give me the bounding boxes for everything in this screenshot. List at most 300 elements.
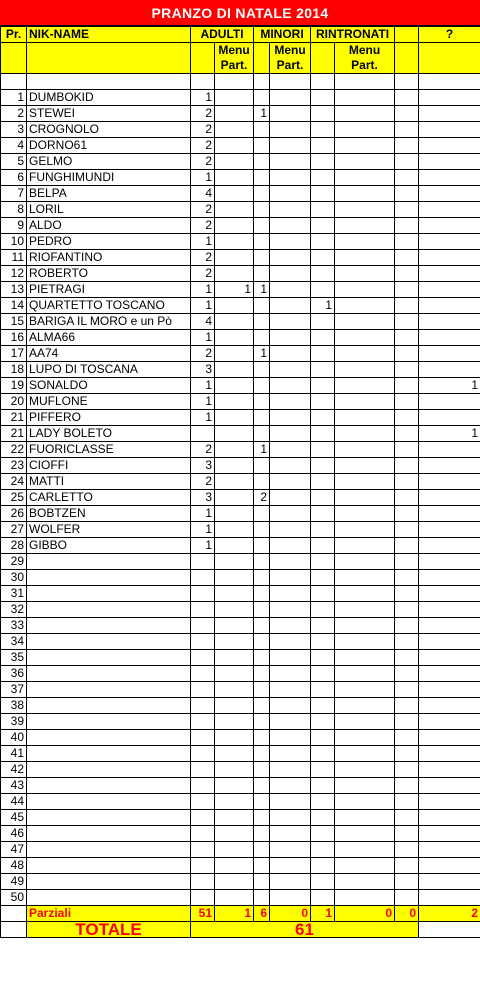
rintronati-cell[interactable] <box>311 250 335 266</box>
minori-menu-cell[interactable] <box>270 378 311 394</box>
adulti-menu-cell[interactable] <box>215 442 254 458</box>
extra-cell[interactable] <box>395 474 419 490</box>
extra-cell[interactable] <box>395 458 419 474</box>
adulti-menu-cell[interactable] <box>215 890 254 906</box>
nick-name-cell[interactable] <box>27 714 191 730</box>
extra-cell[interactable] <box>395 218 419 234</box>
minori-cell[interactable] <box>254 746 270 762</box>
minori-menu-cell[interactable] <box>270 154 311 170</box>
adulti-menu-cell[interactable] <box>215 554 254 570</box>
row-number[interactable]: 10 <box>1 234 27 250</box>
rintronati-cell[interactable] <box>311 90 335 106</box>
rintronati-menu-cell[interactable] <box>335 458 395 474</box>
rintronati-menu-cell[interactable] <box>335 538 395 554</box>
row-number[interactable]: 49 <box>1 874 27 890</box>
minori-cell[interactable] <box>254 842 270 858</box>
nick-name-cell[interactable]: BELPA <box>27 186 191 202</box>
row-number[interactable]: 35 <box>1 650 27 666</box>
adulti-cell[interactable] <box>191 698 215 714</box>
minori-menu-cell[interactable] <box>270 346 311 362</box>
minori-menu-cell[interactable] <box>270 554 311 570</box>
row-number[interactable]: 4 <box>1 138 27 154</box>
rintronati-menu-cell[interactable] <box>335 586 395 602</box>
nick-name-cell[interactable]: STEWEI <box>27 106 191 122</box>
question-cell[interactable] <box>419 298 480 314</box>
adulti-menu-cell[interactable]: 1 <box>215 282 254 298</box>
row-number[interactable]: 33 <box>1 618 27 634</box>
adulti-cell[interactable]: 2 <box>191 250 215 266</box>
question-cell[interactable]: 1 <box>419 378 480 394</box>
nick-name-cell[interactable] <box>27 730 191 746</box>
question-cell[interactable] <box>419 234 480 250</box>
minori-cell[interactable] <box>254 506 270 522</box>
adulti-menu-cell[interactable] <box>215 202 254 218</box>
minori-cell[interactable] <box>254 298 270 314</box>
row-number[interactable]: 25 <box>1 490 27 506</box>
adulti-menu-cell[interactable] <box>215 138 254 154</box>
extra-cell[interactable] <box>395 506 419 522</box>
minori-menu-cell[interactable] <box>270 810 311 826</box>
row-number[interactable]: 48 <box>1 858 27 874</box>
minori-cell[interactable] <box>254 714 270 730</box>
adulti-menu-cell[interactable] <box>215 538 254 554</box>
row-number[interactable]: 39 <box>1 714 27 730</box>
rintronati-menu-cell[interactable] <box>335 746 395 762</box>
adulti-menu-cell[interactable] <box>215 362 254 378</box>
rintronati-cell[interactable] <box>311 602 335 618</box>
extra-cell[interactable] <box>395 682 419 698</box>
row-number[interactable]: 21 <box>1 410 27 426</box>
question-cell[interactable] <box>419 282 480 298</box>
rintronati-menu-cell[interactable] <box>335 826 395 842</box>
question-cell[interactable] <box>419 506 480 522</box>
adulti-cell[interactable] <box>191 810 215 826</box>
adulti-cell[interactable] <box>191 554 215 570</box>
minori-cell[interactable] <box>254 602 270 618</box>
extra-cell[interactable] <box>395 346 419 362</box>
rintronati-menu-cell[interactable] <box>335 266 395 282</box>
rintronati-cell[interactable] <box>311 362 335 378</box>
question-cell[interactable] <box>419 570 480 586</box>
minori-cell[interactable] <box>254 458 270 474</box>
adulti-menu-cell[interactable] <box>215 618 254 634</box>
rintronati-menu-cell[interactable] <box>335 426 395 442</box>
adulti-cell[interactable]: 2 <box>191 346 215 362</box>
rintronati-cell[interactable] <box>311 618 335 634</box>
nick-name-cell[interactable] <box>27 794 191 810</box>
extra-cell[interactable] <box>395 698 419 714</box>
adulti-cell[interactable]: 4 <box>191 186 215 202</box>
rintronati-menu-cell[interactable] <box>335 858 395 874</box>
rintronati-cell[interactable] <box>311 730 335 746</box>
question-cell[interactable] <box>419 474 480 490</box>
nick-name-cell[interactable] <box>27 586 191 602</box>
extra-cell[interactable] <box>395 538 419 554</box>
minori-cell[interactable] <box>254 218 270 234</box>
adulti-cell[interactable]: 2 <box>191 442 215 458</box>
rintronati-cell[interactable] <box>311 330 335 346</box>
adulti-menu-cell[interactable] <box>215 826 254 842</box>
row-number[interactable]: 31 <box>1 586 27 602</box>
extra-cell[interactable] <box>395 186 419 202</box>
adulti-cell[interactable]: 1 <box>191 330 215 346</box>
extra-cell[interactable] <box>395 778 419 794</box>
nick-name-cell[interactable] <box>27 618 191 634</box>
nick-name-cell[interactable]: DORNO61 <box>27 138 191 154</box>
rintronati-menu-cell[interactable] <box>335 106 395 122</box>
question-cell[interactable] <box>419 698 480 714</box>
row-number[interactable]: 8 <box>1 202 27 218</box>
rintronati-menu-cell[interactable] <box>335 122 395 138</box>
minori-cell[interactable] <box>254 186 270 202</box>
row-number[interactable]: 37 <box>1 682 27 698</box>
nick-name-cell[interactable]: PEDRO <box>27 234 191 250</box>
row-number[interactable]: 38 <box>1 698 27 714</box>
row-number[interactable]: 50 <box>1 890 27 906</box>
minori-cell[interactable] <box>254 266 270 282</box>
adulti-menu-cell[interactable] <box>215 266 254 282</box>
nick-name-cell[interactable] <box>27 890 191 906</box>
rintronati-menu-cell[interactable] <box>335 362 395 378</box>
rintronati-menu-cell[interactable] <box>335 250 395 266</box>
adulti-menu-cell[interactable] <box>215 842 254 858</box>
nick-name-cell[interactable]: WOLFER <box>27 522 191 538</box>
rintronati-cell[interactable] <box>311 186 335 202</box>
rintronati-cell[interactable] <box>311 570 335 586</box>
minori-menu-cell[interactable] <box>270 330 311 346</box>
question-cell[interactable] <box>419 106 480 122</box>
adulti-cell[interactable]: 2 <box>191 106 215 122</box>
extra-cell[interactable] <box>395 634 419 650</box>
minori-menu-cell[interactable] <box>270 746 311 762</box>
extra-cell[interactable] <box>395 138 419 154</box>
minori-menu-cell[interactable] <box>270 522 311 538</box>
minori-cell[interactable] <box>254 154 270 170</box>
nick-name-cell[interactable] <box>27 666 191 682</box>
adulti-cell[interactable]: 1 <box>191 394 215 410</box>
rintronati-cell[interactable]: 1 <box>311 298 335 314</box>
question-cell[interactable] <box>419 826 480 842</box>
nick-name-cell[interactable] <box>27 874 191 890</box>
nick-name-cell[interactable]: QUARTETTO TOSCANO <box>27 298 191 314</box>
question-cell[interactable] <box>419 314 480 330</box>
minori-menu-cell[interactable] <box>270 842 311 858</box>
minori-cell[interactable] <box>254 362 270 378</box>
minori-menu-cell[interactable] <box>270 186 311 202</box>
rintronati-menu-cell[interactable] <box>335 666 395 682</box>
adulti-menu-cell[interactable] <box>215 250 254 266</box>
adulti-menu-cell[interactable] <box>215 154 254 170</box>
extra-cell[interactable] <box>395 826 419 842</box>
row-number[interactable]: 26 <box>1 506 27 522</box>
minori-cell[interactable]: 2 <box>254 490 270 506</box>
nick-name-cell[interactable] <box>27 746 191 762</box>
adulti-cell[interactable] <box>191 858 215 874</box>
extra-cell[interactable] <box>395 298 419 314</box>
minori-menu-cell[interactable] <box>270 874 311 890</box>
adulti-cell[interactable] <box>191 842 215 858</box>
minori-cell[interactable] <box>254 890 270 906</box>
minori-cell[interactable]: 1 <box>254 346 270 362</box>
minori-cell[interactable] <box>254 314 270 330</box>
minori-menu-cell[interactable] <box>270 650 311 666</box>
adulti-menu-cell[interactable] <box>215 122 254 138</box>
minori-cell[interactable] <box>254 650 270 666</box>
nick-name-cell[interactable]: BOBTZEN <box>27 506 191 522</box>
minori-menu-cell[interactable] <box>270 858 311 874</box>
nick-name-cell[interactable] <box>27 554 191 570</box>
nick-name-cell[interactable]: ALDO <box>27 218 191 234</box>
adulti-menu-cell[interactable] <box>215 474 254 490</box>
adulti-cell[interactable]: 1 <box>191 90 215 106</box>
row-number[interactable]: 24 <box>1 474 27 490</box>
minori-menu-cell[interactable] <box>270 442 311 458</box>
rintronati-menu-cell[interactable] <box>335 762 395 778</box>
row-number[interactable]: 40 <box>1 730 27 746</box>
adulti-menu-cell[interactable] <box>215 330 254 346</box>
minori-cell[interactable]: 1 <box>254 106 270 122</box>
question-cell[interactable] <box>419 666 480 682</box>
minori-cell[interactable] <box>254 202 270 218</box>
extra-cell[interactable] <box>395 762 419 778</box>
nick-name-cell[interactable]: CROGNOLO <box>27 122 191 138</box>
minori-cell[interactable] <box>254 666 270 682</box>
nick-name-cell[interactable] <box>27 682 191 698</box>
minori-menu-cell[interactable] <box>270 698 311 714</box>
adulti-cell[interactable]: 2 <box>191 122 215 138</box>
question-cell[interactable] <box>419 394 480 410</box>
question-cell[interactable] <box>419 362 480 378</box>
adulti-cell[interactable]: 2 <box>191 266 215 282</box>
extra-cell[interactable] <box>395 650 419 666</box>
rintronati-menu-cell[interactable] <box>335 602 395 618</box>
adulti-menu-cell[interactable] <box>215 698 254 714</box>
adulti-cell[interactable]: 2 <box>191 138 215 154</box>
extra-cell[interactable] <box>395 842 419 858</box>
rintronati-menu-cell[interactable] <box>335 682 395 698</box>
nick-name-cell[interactable]: LORIL <box>27 202 191 218</box>
question-cell[interactable] <box>419 554 480 570</box>
extra-cell[interactable] <box>395 266 419 282</box>
rintronati-menu-cell[interactable] <box>335 410 395 426</box>
rintronati-cell[interactable] <box>311 858 335 874</box>
adulti-cell[interactable]: 3 <box>191 458 215 474</box>
row-number[interactable]: 1 <box>1 90 27 106</box>
adulti-cell[interactable] <box>191 586 215 602</box>
adulti-menu-cell[interactable] <box>215 218 254 234</box>
adulti-menu-cell[interactable] <box>215 346 254 362</box>
extra-cell[interactable] <box>395 154 419 170</box>
adulti-cell[interactable]: 1 <box>191 522 215 538</box>
extra-cell[interactable] <box>395 170 419 186</box>
question-cell[interactable] <box>419 154 480 170</box>
adulti-cell[interactable]: 2 <box>191 474 215 490</box>
adulti-menu-cell[interactable] <box>215 874 254 890</box>
rintronati-cell[interactable] <box>311 634 335 650</box>
rintronati-cell[interactable] <box>311 378 335 394</box>
rintronati-cell[interactable] <box>311 778 335 794</box>
question-cell[interactable] <box>419 122 480 138</box>
rintronati-cell[interactable] <box>311 794 335 810</box>
question-cell[interactable] <box>419 650 480 666</box>
question-cell[interactable] <box>419 490 480 506</box>
rintronati-menu-cell[interactable] <box>335 154 395 170</box>
rintronati-cell[interactable] <box>311 234 335 250</box>
rintronati-menu-cell[interactable] <box>335 650 395 666</box>
rintronati-menu-cell[interactable] <box>335 634 395 650</box>
nick-name-cell[interactable]: PIFFERO <box>27 410 191 426</box>
extra-cell[interactable] <box>395 202 419 218</box>
minori-cell[interactable] <box>254 138 270 154</box>
extra-cell[interactable] <box>395 234 419 250</box>
nick-name-cell[interactable]: LADY BOLETO <box>27 426 191 442</box>
minori-menu-cell[interactable] <box>270 314 311 330</box>
rintronati-menu-cell[interactable] <box>335 570 395 586</box>
question-cell[interactable] <box>419 218 480 234</box>
minori-cell[interactable] <box>254 874 270 890</box>
minori-cell[interactable] <box>254 234 270 250</box>
rintronati-cell[interactable] <box>311 266 335 282</box>
minori-menu-cell[interactable] <box>270 250 311 266</box>
row-number[interactable]: 5 <box>1 154 27 170</box>
nick-name-cell[interactable] <box>27 602 191 618</box>
nick-name-cell[interactable]: AA74 <box>27 346 191 362</box>
nick-name-cell[interactable]: MATTI <box>27 474 191 490</box>
question-cell[interactable] <box>419 842 480 858</box>
minori-cell[interactable] <box>254 586 270 602</box>
row-number[interactable]: 15 <box>1 314 27 330</box>
row-number[interactable]: 22 <box>1 442 27 458</box>
minori-cell[interactable] <box>254 538 270 554</box>
rintronati-menu-cell[interactable] <box>335 506 395 522</box>
rintronati-menu-cell[interactable] <box>335 330 395 346</box>
minori-menu-cell[interactable] <box>270 490 311 506</box>
nick-name-cell[interactable] <box>27 810 191 826</box>
rintronati-cell[interactable] <box>311 154 335 170</box>
minori-cell[interactable]: 1 <box>254 442 270 458</box>
extra-cell[interactable] <box>395 618 419 634</box>
adulti-cell[interactable] <box>191 426 215 442</box>
extra-cell[interactable] <box>395 330 419 346</box>
minori-cell[interactable] <box>254 810 270 826</box>
minori-cell[interactable] <box>254 250 270 266</box>
rintronati-cell[interactable] <box>311 170 335 186</box>
nick-name-cell[interactable]: CIOFFI <box>27 458 191 474</box>
rintronati-cell[interactable] <box>311 426 335 442</box>
nick-name-cell[interactable]: CARLETTO <box>27 490 191 506</box>
question-cell[interactable] <box>419 186 480 202</box>
rintronati-cell[interactable] <box>311 346 335 362</box>
row-number[interactable]: 19 <box>1 378 27 394</box>
rintronati-menu-cell[interactable] <box>335 490 395 506</box>
adulti-menu-cell[interactable] <box>215 314 254 330</box>
minori-menu-cell[interactable] <box>270 90 311 106</box>
rintronati-menu-cell[interactable] <box>335 378 395 394</box>
row-number[interactable]: 41 <box>1 746 27 762</box>
extra-cell[interactable] <box>395 714 419 730</box>
rintronati-menu-cell[interactable] <box>335 730 395 746</box>
minori-cell[interactable] <box>254 426 270 442</box>
adulti-cell[interactable] <box>191 778 215 794</box>
adulti-menu-cell[interactable] <box>215 858 254 874</box>
adulti-menu-cell[interactable] <box>215 586 254 602</box>
question-cell[interactable] <box>419 170 480 186</box>
adulti-cell[interactable] <box>191 730 215 746</box>
minori-menu-cell[interactable] <box>270 218 311 234</box>
row-number[interactable]: 47 <box>1 842 27 858</box>
adulti-menu-cell[interactable] <box>215 714 254 730</box>
nick-name-cell[interactable] <box>27 762 191 778</box>
nick-name-cell[interactable]: RIOFANTINO <box>27 250 191 266</box>
minori-cell[interactable] <box>254 122 270 138</box>
minori-menu-cell[interactable] <box>270 138 311 154</box>
rintronati-cell[interactable] <box>311 282 335 298</box>
minori-menu-cell[interactable] <box>270 426 311 442</box>
row-number[interactable]: 16 <box>1 330 27 346</box>
nick-name-cell[interactable]: ALMA66 <box>27 330 191 346</box>
row-number[interactable]: 45 <box>1 810 27 826</box>
rintronati-menu-cell[interactable] <box>335 346 395 362</box>
question-cell[interactable] <box>419 538 480 554</box>
extra-cell[interactable] <box>395 586 419 602</box>
nick-name-cell[interactable] <box>27 698 191 714</box>
minori-menu-cell[interactable] <box>270 890 311 906</box>
minori-menu-cell[interactable] <box>270 362 311 378</box>
row-number[interactable]: 21 <box>1 426 27 442</box>
adulti-cell[interactable] <box>191 650 215 666</box>
minori-menu-cell[interactable] <box>270 618 311 634</box>
minori-menu-cell[interactable] <box>270 570 311 586</box>
adulti-cell[interactable] <box>191 826 215 842</box>
question-cell[interactable] <box>419 90 480 106</box>
question-cell[interactable] <box>419 810 480 826</box>
nick-name-cell[interactable]: PIETRAGI <box>27 282 191 298</box>
nick-name-cell[interactable]: SONALDO <box>27 378 191 394</box>
question-cell[interactable] <box>419 682 480 698</box>
row-number[interactable]: 44 <box>1 794 27 810</box>
minori-cell[interactable] <box>254 90 270 106</box>
adulti-menu-cell[interactable] <box>215 378 254 394</box>
rintronati-menu-cell[interactable] <box>335 714 395 730</box>
rintronati-cell[interactable] <box>311 890 335 906</box>
minori-menu-cell[interactable] <box>270 474 311 490</box>
minori-cell[interactable] <box>254 762 270 778</box>
rintronati-menu-cell[interactable] <box>335 234 395 250</box>
row-number[interactable]: 43 <box>1 778 27 794</box>
question-cell[interactable] <box>419 762 480 778</box>
rintronati-cell[interactable] <box>311 650 335 666</box>
nick-name-cell[interactable]: DUMBOKID <box>27 90 191 106</box>
rintronati-cell[interactable] <box>311 538 335 554</box>
rintronati-menu-cell[interactable] <box>335 890 395 906</box>
adulti-menu-cell[interactable] <box>215 394 254 410</box>
question-cell[interactable] <box>419 794 480 810</box>
adulti-cell[interactable]: 1 <box>191 298 215 314</box>
minori-cell[interactable] <box>254 394 270 410</box>
minori-cell[interactable] <box>254 474 270 490</box>
minori-menu-cell[interactable] <box>270 826 311 842</box>
rintronati-cell[interactable] <box>311 874 335 890</box>
adulti-cell[interactable]: 3 <box>191 490 215 506</box>
rintronati-cell[interactable] <box>311 522 335 538</box>
minori-cell[interactable] <box>254 682 270 698</box>
adulti-cell[interactable] <box>191 682 215 698</box>
nick-name-cell[interactable] <box>27 858 191 874</box>
adulti-cell[interactable] <box>191 746 215 762</box>
minori-cell[interactable] <box>254 618 270 634</box>
question-cell[interactable] <box>419 602 480 618</box>
question-cell[interactable] <box>419 330 480 346</box>
